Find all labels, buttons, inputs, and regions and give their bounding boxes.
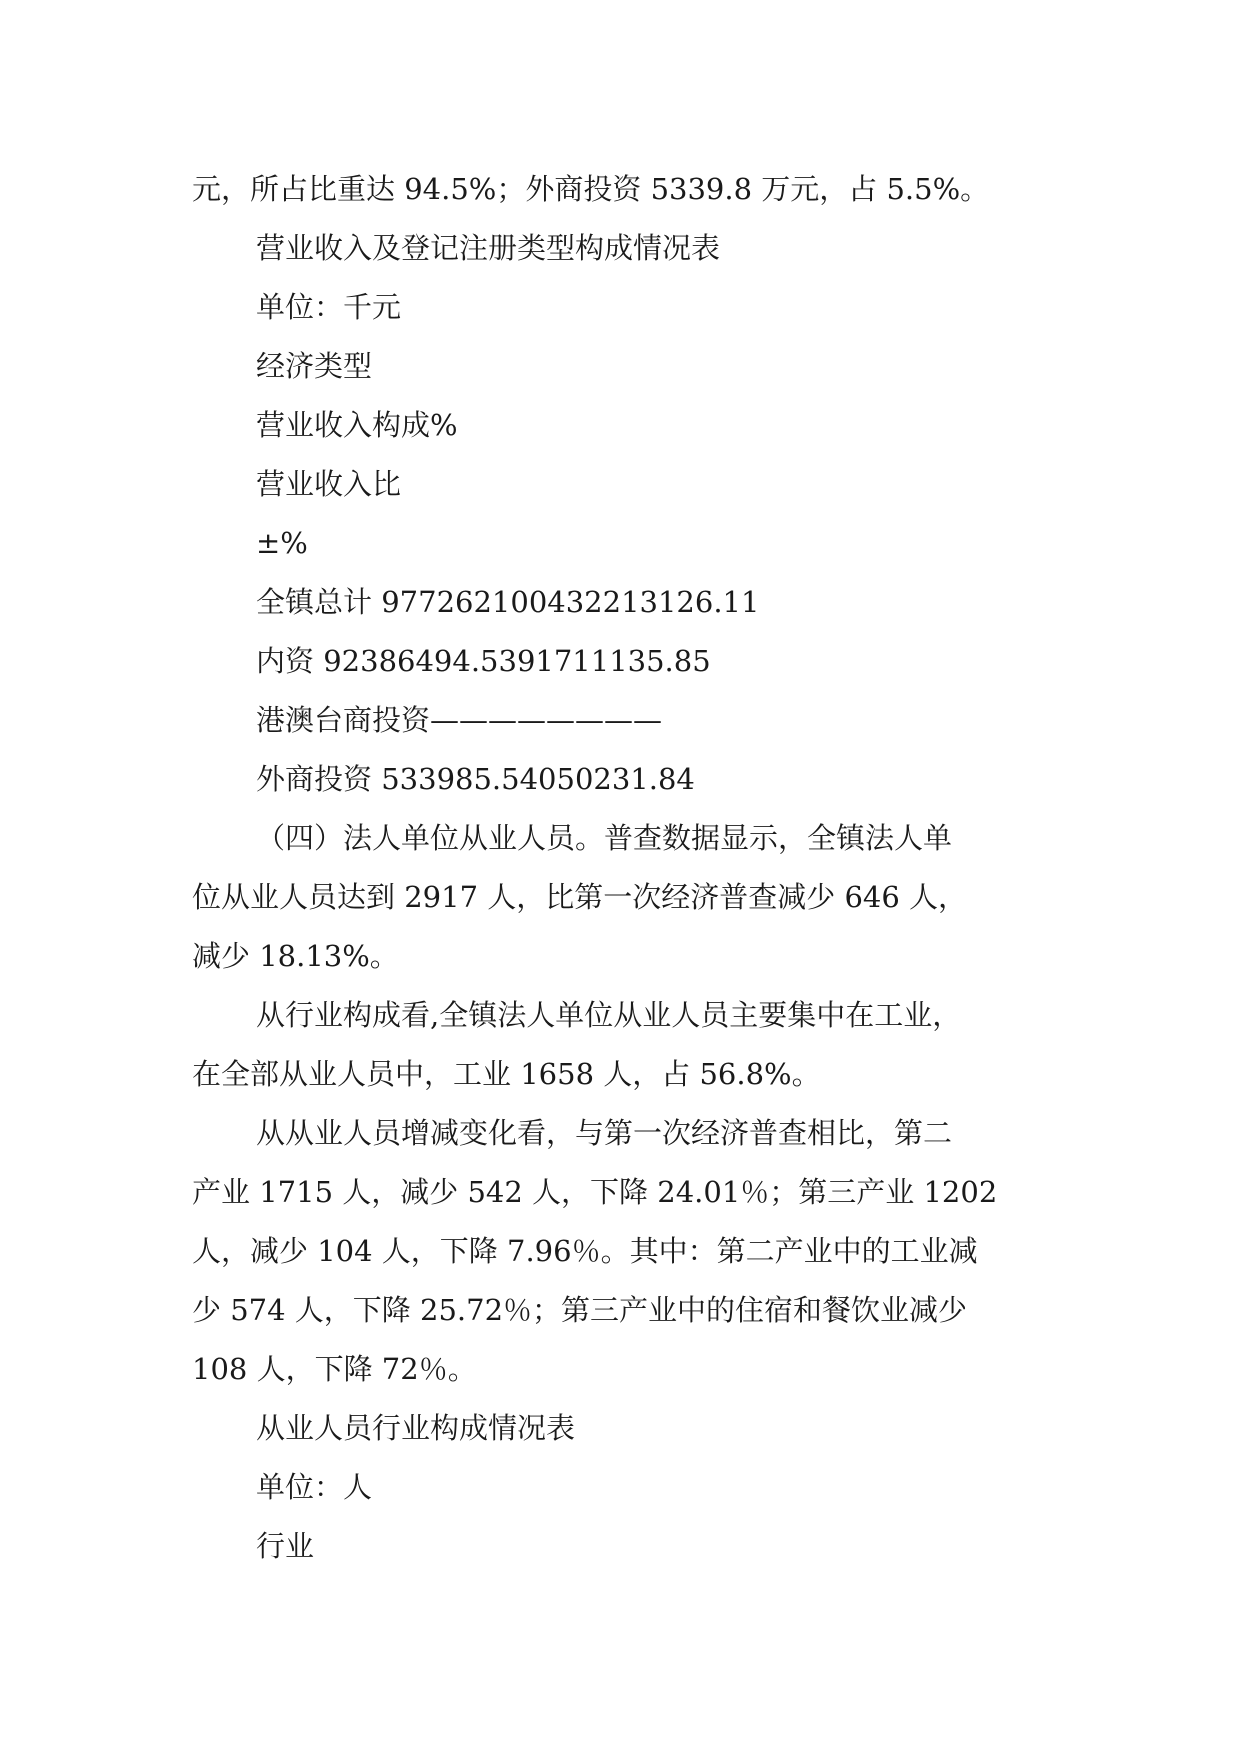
- table1-header-ratio: 营业收入比: [256, 467, 402, 501]
- section4-line-3: 减少 18.13%。: [192, 939, 399, 973]
- table1-header-pm: ±%: [256, 526, 308, 560]
- change-para-line-4: 少 574 人，下降 25.72％；第三产业中的住宿和餐饮业减少: [192, 1293, 968, 1327]
- table1-row-total: 全镇总计 977262100432213126.11: [256, 585, 760, 619]
- table2-title: 从业人员行业构成情况表: [256, 1411, 576, 1445]
- industry-para-line-2: 在全部从业人员中，工业 1658 人，占 56.8%。: [192, 1057, 821, 1091]
- table1-title: 营业收入及登记注册类型构成情况表: [256, 231, 721, 265]
- table2-header-industry: 行业: [256, 1529, 315, 1563]
- table1-row-foreign: 外商投资 533985.54050231.84: [256, 762, 695, 796]
- document-body: [192, 160, 1052, 1576]
- change-para-line-3: 人，减少 104 人，下降 7.96％。其中：第二产业中的工业减: [192, 1234, 978, 1268]
- industry-para-line-1: 从行业构成看,全镇法人单位从业人员主要集中在工业，: [256, 998, 962, 1032]
- change-para-line-5: 108 人，下降 72％。: [192, 1352, 477, 1386]
- table1-header-type: 经济类型: [256, 349, 373, 383]
- change-para-line-2: 产业 1715 人，减少 542 人，下降 24.01％；第三产业 1202: [192, 1175, 998, 1209]
- table1-unit: 单位：千元: [256, 290, 402, 324]
- intro-tail-text: 元，所占比重达 94.5%；外商投资 5339.8 万元，占 5.5%。: [192, 172, 990, 206]
- section4-line-1: （四）法人单位从业人员。普查数据显示，全镇法人单: [256, 821, 953, 855]
- change-para-line-1: 从从业人员增减变化看，与第一次经济普查相比，第二: [256, 1116, 953, 1150]
- table1-row-domestic: 内资 92386494.5391711135.85: [256, 644, 711, 678]
- table1-row-hkmt: 港澳台商投资————————: [256, 703, 663, 737]
- table1-header-composition: 营业收入构成%: [256, 408, 458, 442]
- table2-unit: 单位：人: [256, 1470, 373, 1504]
- section4-line-2: 位从业人员达到 2917 人，比第一次经济普查减少 646 人，: [192, 880, 968, 914]
